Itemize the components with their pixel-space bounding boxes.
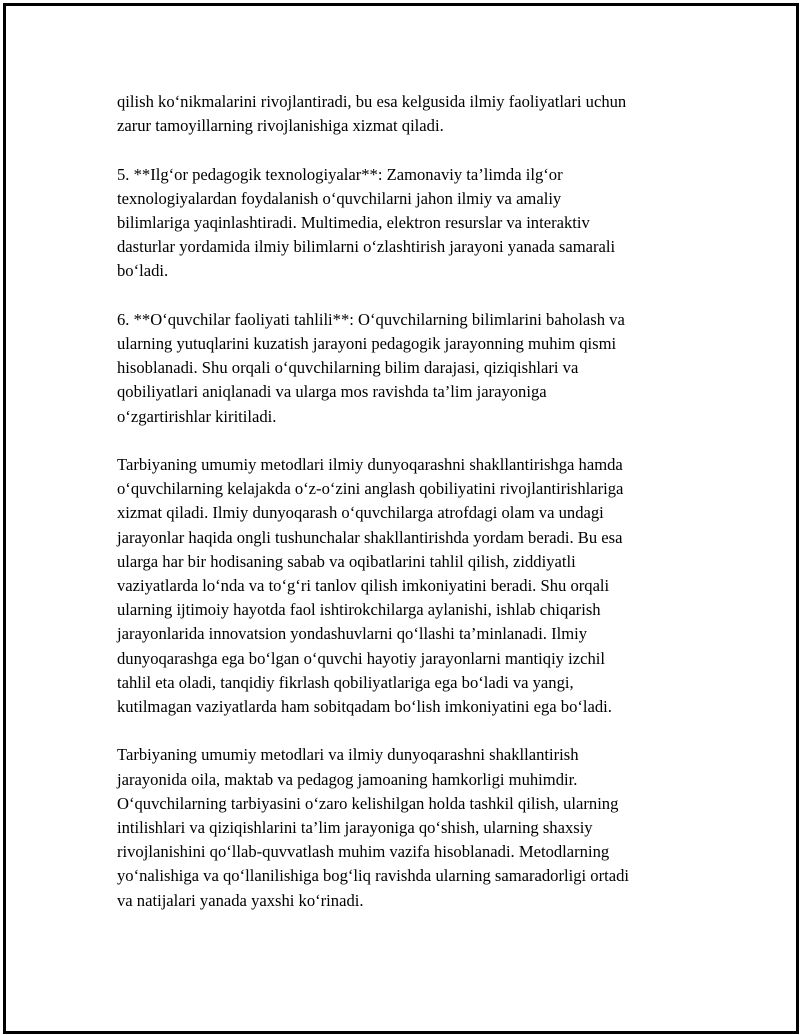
page-content xyxy=(117,90,697,937)
paragraph-collaboration: Tarbiyaning umumiy metodlari va ilmiy dunyoqarashni shakllantirish jarayonida oila, maktab va pedagog jamoaning hamkorligi muhimdir. O‘quvchilarning tarbiyasini o‘zaro kelishilgan holda tashkil qilish, ularning intilishlari va qiziqishlarini ta’lim jarayoniga qo‘shish, ularning shaxsiy rivojlanishini qo‘llab-quvvatlash muhim vazifa hisoblanadi. Metodlarning yo‘nalishiga va qo‘llanilishiga bog‘liq ravishda ularning samaradorligi ortadi va natijalari yanada yaxshi ko‘rinadi. xyxy=(117,745,629,910)
paragraph-item-5-advanced-technologies: 5. **Ilg‘or pedagogik texnologiyalar**: Zamonaviy ta’limda ilg‘or texnologiyalardan foydalanish o‘quvchilarni jahon ilmiy va amaliy bilimlariga yaqinlashtiradi. Multimedia, elektron resurslar va interaktiv dasturlar yordamida ilmiy bilimlarni o‘zlashtirish jarayoni yanada samarali bo‘ladi. xyxy=(117,164,616,281)
paragraph-continuation: qilish ko‘nikmalarini rivojlantiradi, bu esa kelgusida ilmiy faoliyatlari uchun zarur tamoyillarning rivojlanishiga xizmat qiladi. xyxy=(117,92,627,136)
paragraph-item-6-student-activity-analysis: 6. **O‘quvchilar faoliyati tahlili**: O‘quvchilarning bilimlarini baholash va ularning yutuqlarini kuzatish jarayoni pedagogik jarayonning muhim qismi hisoblanadi. Shu orqali o‘quvchilarning bilim darajasi, qiziqishlari va qobiliyatlari aniqlanadi va ularga mos ravishda ta’lim jarayoniga o‘zgartirishlar kiritiladi. xyxy=(117,309,625,426)
paragraph-scientific-worldview: Tarbiyaning umumiy metodlari ilmiy dunyoqarashni shakllantirishga hamda o‘quvchilarning kelajakda o‘z-o‘zini anglash qobiliyatini rivojlantirishlariga xizmat qiladi. Ilmiy dunyoqarash o‘quvchilarga atrofdagi olam va undagi jarayonlar haqida ongli tushunchalar shakllantirishda yordam beradi. Bu esa ularga har bir hodisaning sabab va oqibatlarini tahlil qilish, ziddiyatli vaziyatlarda lo‘nda va to‘g‘ri tanlov qilish imkoniyatini beradi. Shu orqali ularning ijtimoiy hayotda faol ishtirokchilarga aylanishi, ishlab chiqarish jarayonlarida innovatsion yondashuvlarni qo‘llashi ta’minlanadi. Ilmiy dunyoqarashga ega bo‘lgan o‘quvchi hayotiy jarayonlarni mantiqiy izchil tahlil eta oladi, tanqidiy fikrlash qobiliyatlariga ega bo‘ladi va yangi, kutilmagan vaziyatlarda ham sobitqadam bo‘lish imkoniyatini ega bo‘ladi. xyxy=(117,455,624,717)
